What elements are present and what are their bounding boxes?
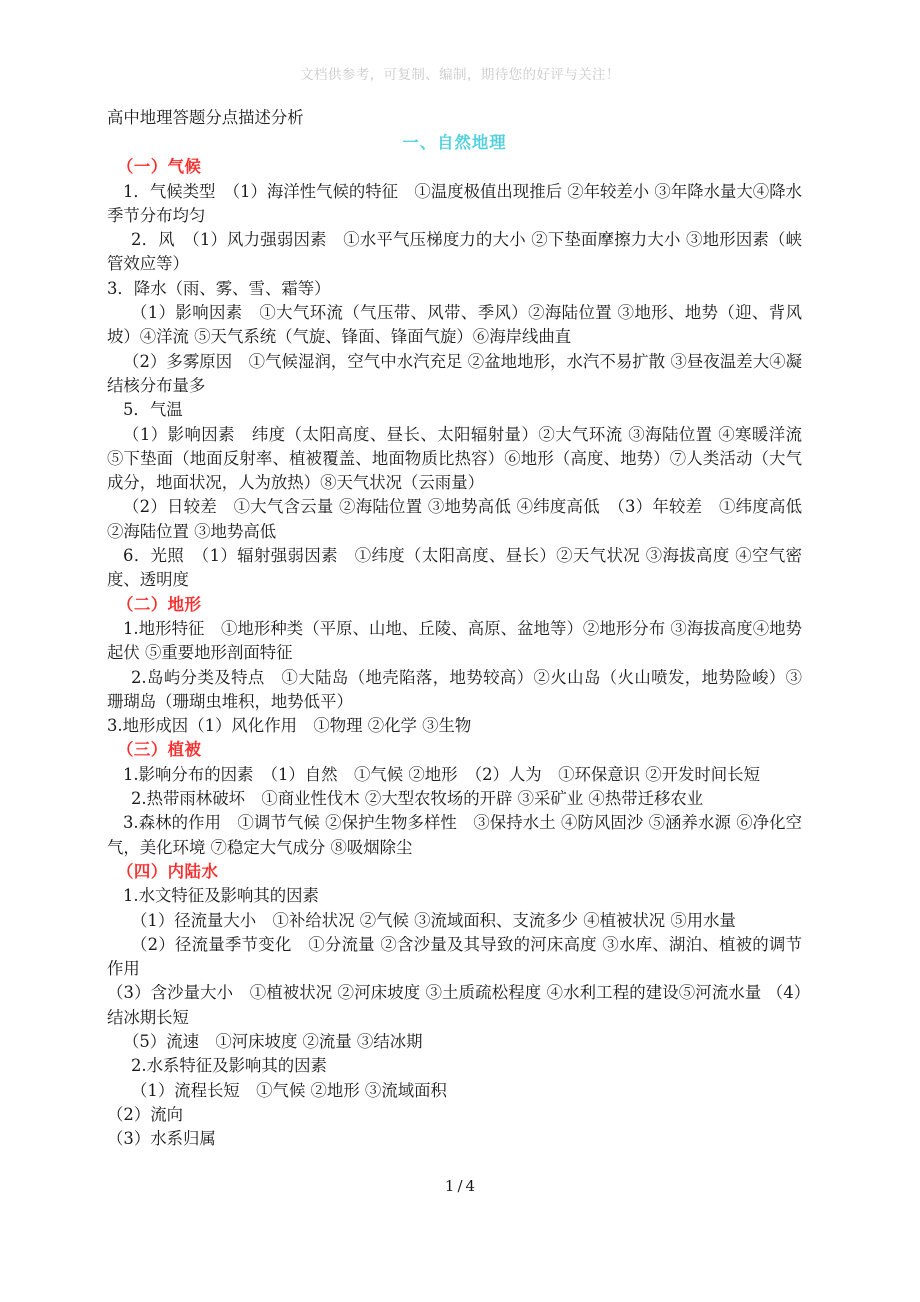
footer-total-pages: 4 [465, 1177, 476, 1195]
content-line: （3）含沙量大小 ①植被状况 ②河床坡度 ③土质疏松程度 ④水利工程的建设⑤河流水量 （4）结冰期长短 [107, 983, 802, 1027]
content-line: 1．气候类型 （1）海洋性气候的特征 ①温度极值出现推后 ②年较差小 ③年降水量大④降水季节分布均匀 [107, 181, 802, 225]
document-title: 高中地理答题分点描述分析 [107, 108, 304, 127]
document-body [107, 106, 802, 1151]
content-line: （2）流向 [107, 1104, 183, 1124]
content-line: （3）水系归属 [107, 1129, 216, 1149]
content-line: 1.水文特征及影响其的因素 [123, 886, 319, 906]
content-line: （2）日较差 ①大气含云量 ②海陆位置 ③地势高低 ④纬度高低 （3）年较差 ①纬度高低 ②海陆位置 ③地势高低 [107, 497, 802, 541]
document-watermark-header: 文档供参考，可复制、编制，期待您的好评与关注！ [300, 67, 620, 83]
footer-current-page: 1 [444, 1177, 455, 1195]
content-line: （2）径流量季节变化 ①分流量 ②含沙量及其导致的河床高度 ③水库、湖泊、植被的调节作用 [107, 934, 802, 979]
content-line: 3.森林的作用 ①调节气候 ②保护生物多样性 ③保持水土 ④防风固沙 ⑤涵养水源 ⑥净化空气，美化环境 ⑦稳定大气成分 ⑧吸烟除尘 [107, 813, 802, 857]
content-line: （1）流程长短 ①气候 ②地形 ③流域面积 [131, 1080, 447, 1100]
content-line: （1）影响因素 ①大气环流（气压带、风带、季风）②海陆位置 ③地形、地势（迎、背风坡）④洋流 ⑤天气系统（气旋、锋面、锋面气旋）⑥海岸线曲直 [107, 303, 802, 347]
content-line: （5）流速 ①河床坡度 ②流量 ③结冰期 [123, 1031, 423, 1051]
content-line: 1.影响分布的因素 （1）自然 ①气候 ②地形 （2）人为 ①环保意识 ②开发时间长短 [123, 764, 760, 784]
main-section-heading: 一、自然地理 [402, 133, 507, 153]
content-line: 2．风 （1）风力强弱因素 ①水平气压梯度力的大小 ②下垫面摩擦力大小 ③地形因素（峡管效应等） [107, 230, 802, 274]
page-footer [0, 1176, 920, 1196]
subsection-heading: （四）内陆水 [117, 861, 219, 881]
content-line: （2）多雾原因 ①气候湿润，空气中水汽充足 ②盆地地形，水汽不易扩散 ③昼夜温差大④凝结核分布量多 [107, 351, 802, 395]
content-line: 2.热带雨林破坏 ①商业性伐木 ②大型农牧场的开辟 ③采矿业 ④热带迁移农业 [131, 789, 704, 809]
content-line: 5．气温 [123, 400, 183, 420]
content-line: 2.水系特征及影响其的因素 [131, 1056, 327, 1076]
subsection-heading: （二）地形 [117, 594, 202, 614]
subsection-heading: （一）气候 [117, 157, 202, 177]
content-line: （1）径流量大小 ①补给状况 ②气候 ③流域面积、支流多少 ④植被状况 ⑤用水量 [131, 910, 736, 930]
sections-container [107, 155, 802, 1151]
content-line: 6．光照 （1）辐射强弱因素 ①纬度（太阳高度、昼长）②天气状况 ③海拔高度 ④空气密度、透明度 [107, 546, 802, 590]
content-line: （1）影响因素 纬度（太阳高度、昼长、太阳辐射量）②大气环流 ③海陆位置 ④寒暖洋流 ⑤下垫面（地面反射率、植被覆盖、地面物质比热容）⑥地形（高度、地势）⑦人类活动（大气成分，地面状况，人为放热）⑧天气状况（云雨量） [107, 424, 802, 493]
content-line: 3.地形成因（1）风化作用 ①物理 ②化学 ③生物 [107, 716, 472, 736]
content-line: 3．降水（雨、雾、雪、霜等） [107, 278, 331, 298]
footer-separator: / [457, 1177, 463, 1195]
content-line: 2.岛屿分类及特点 ①大陆岛（地壳陷落，地势较高）②火山岛（火山喷发，地势险峻）③珊瑚岛（珊瑚虫堆积，地势低平） [107, 667, 802, 711]
content-line: 1.地形特征 ①地形种类（平原、山地、丘陵、高原、盆地等）②地形分布 ③海拔高度④地势起伏 ⑤重要地形剖面特征 [107, 618, 802, 663]
subsection-heading: （三）植被 [117, 740, 202, 760]
